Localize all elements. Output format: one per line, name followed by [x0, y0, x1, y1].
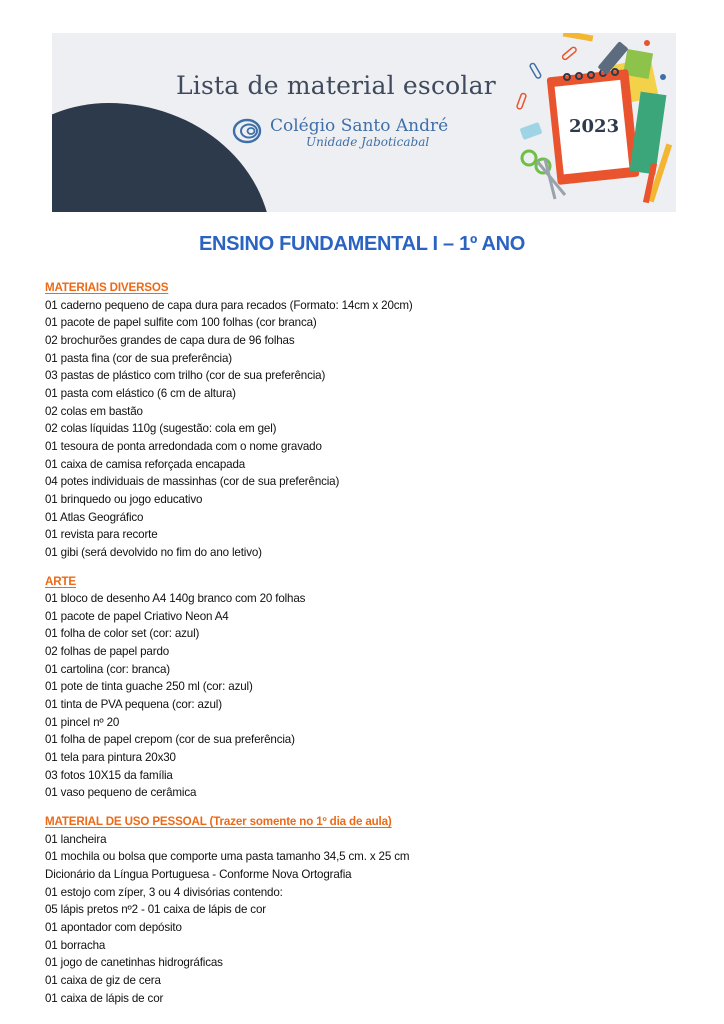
- banner-title: Lista de material escolar: [176, 71, 496, 100]
- section-title: MATERIAIS DIVERSOS: [45, 281, 169, 294]
- list-item: 01 pacote de papel sulfite com 100 folhas (cor branca): [45, 316, 317, 330]
- list-item: 01 pote de tinta guache 250 ml (cor: azul): [45, 680, 253, 694]
- list-item: 02 brochurões grandes de capa dura de 96 folhas: [45, 333, 295, 347]
- list-item: 03 pastas de plástico com trilho (cor de sua preferência): [45, 369, 326, 383]
- list-item: 01 revista para recorte: [45, 528, 158, 542]
- material-list: [45, 279, 695, 1007]
- list-item: 01 pincel nº 20: [45, 715, 120, 729]
- eraser-icon: [520, 122, 543, 140]
- paper-clip-icon: [529, 63, 541, 79]
- list-item: 01 estojo com zíper, 3 ou 4 divisórias contendo:: [45, 885, 283, 899]
- swirl-logo-icon: [232, 116, 266, 146]
- list-item: 01 tela para pintura 20x30: [45, 751, 176, 765]
- list-item: 01 lancheira: [45, 832, 107, 846]
- list-item: 01 cartolina (cor: branca): [45, 662, 170, 676]
- list-item: 01 tinta de PVA pequena (cor: azul): [45, 698, 222, 712]
- list-item: 02 colas líquidas 110g (sugestão: cola em gel): [45, 422, 277, 436]
- school-name: Colégio Santo André: [270, 116, 449, 136]
- list-item: 05 lápis pretos nº2 - 01 caixa de lápis de cor: [45, 903, 266, 917]
- year-label: 2023: [569, 116, 620, 137]
- header-banner: [52, 33, 676, 212]
- list-item: 01 pacote de papel Criativo Neon A4: [45, 609, 229, 623]
- list-item: 02 colas em bastão: [45, 404, 143, 418]
- list-item: 01 caderno pequeno de capa dura para recados (Formato: 14cm x 20cm): [45, 298, 413, 312]
- section-title: MATERIAL DE USO PESSOAL (Trazer somente no 1º dia de aula): [45, 815, 392, 829]
- list-item: 01 apontador com depósito: [45, 920, 182, 934]
- list-item: 01 mochila ou bolsa que comporte uma pasta tamanho 34,5 cm. x 25 cm: [45, 850, 410, 864]
- list-item: 01 folha de papel crepom (cor de sua preferência): [45, 733, 295, 747]
- page-title: ENSINO FUNDAMENTAL I – 1º ANO: [198, 233, 526, 255]
- list-item: 01 vaso pequeno de cerâmica: [45, 786, 197, 800]
- list-item: 01 bloco de desenho A4 140g branco com 20 folhas: [45, 592, 306, 606]
- school-unit: Unidade Jaboticabal: [306, 135, 430, 149]
- list-item: 01 caixa de lápis de cor: [45, 991, 164, 1005]
- list-item: 01 brinquedo ou jogo educativo: [45, 492, 203, 506]
- list-item: 04 potes individuais de massinhas (cor de sua preferência): [45, 475, 340, 489]
- section-title: ARTE: [45, 574, 76, 588]
- item-list: [45, 590, 695, 802]
- item-list: [45, 831, 695, 1008]
- list-item: 01 Atlas Geográfico: [45, 510, 144, 524]
- list-item: 01 borracha: [45, 938, 106, 952]
- list-item: 01 gibi (será devolvido no fim do ano letivo): [45, 545, 262, 559]
- section-materiais-diversos: [45, 279, 695, 562]
- list-item: Dicionário da Língua Portuguesa - Conforme Nova Ortografia: [45, 868, 352, 881]
- school-logo: [232, 116, 448, 149]
- list-item: 01 folha de color set (cor: azul): [45, 627, 200, 641]
- list-item: 01 caixa de camisa reforçada encapada: [45, 457, 246, 471]
- list-item: 02 folhas de papel pardo: [45, 645, 170, 659]
- list-item: 01 caixa de giz de cera: [45, 973, 161, 987]
- section-arte: [45, 573, 695, 803]
- list-item: 01 tesoura de ponta arredondada com o nome gravado: [45, 439, 322, 453]
- list-item: 01 jogo de canetinhas hidrográficas: [45, 956, 223, 970]
- item-list: [45, 297, 695, 562]
- list-item: 01 pasta fina (cor de sua preferência): [45, 351, 232, 365]
- list-item: 03 fotos 10X15 da família: [45, 768, 173, 782]
- section-uso-pessoal: [45, 813, 695, 1007]
- list-item: 01 pasta com elástico (6 cm de altura): [45, 386, 236, 400]
